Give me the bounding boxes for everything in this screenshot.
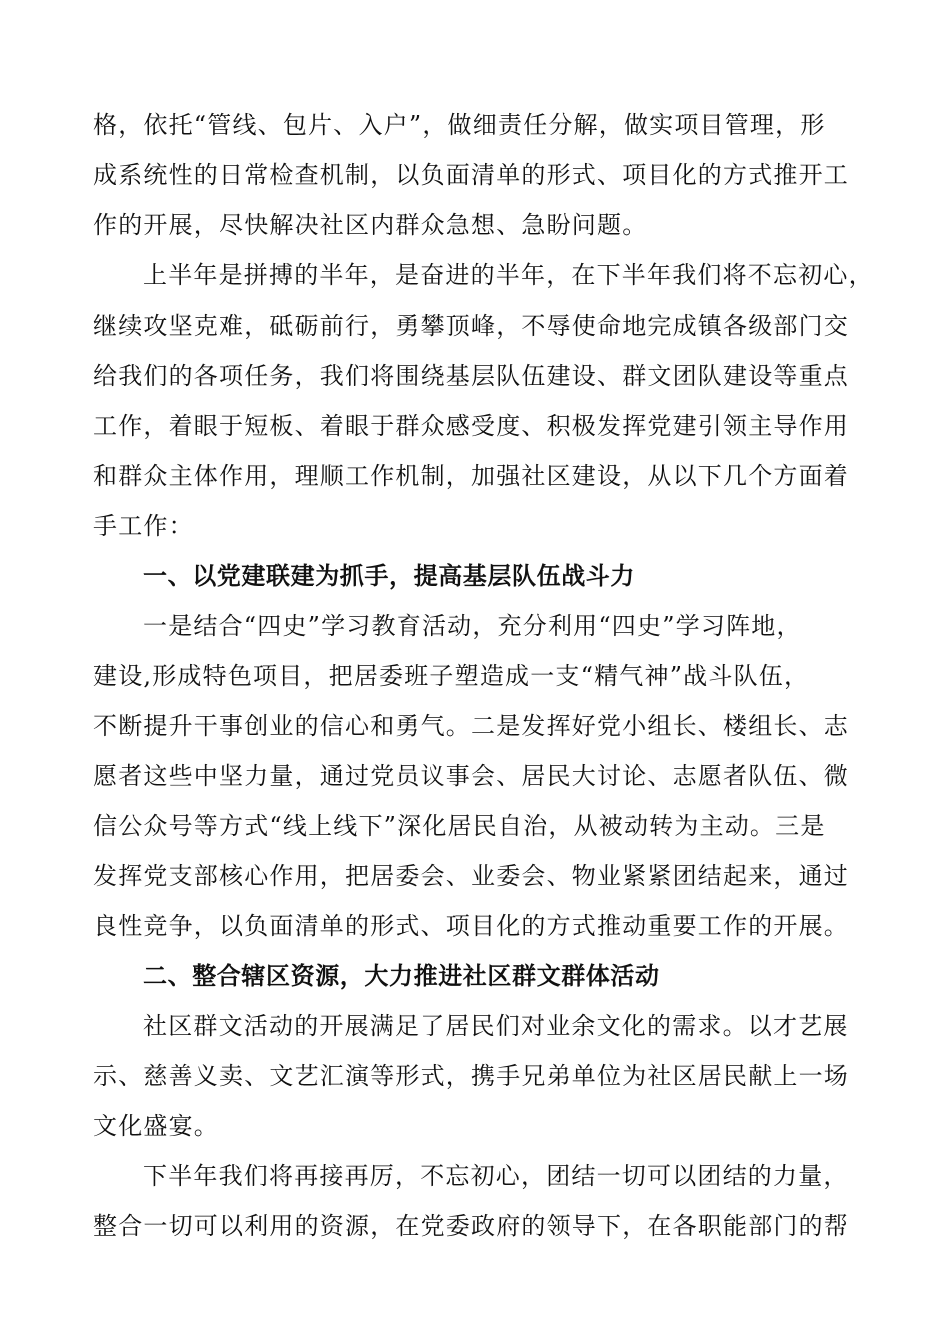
text-line: 发挥党支部核心作用，把居委会、业委会、物业紧紧团结起来，通过 xyxy=(93,862,849,890)
section-heading-2: 二、整合辖区资源，大力推进社区群文群体活动 xyxy=(143,962,660,990)
text-line: 下半年我们将再接再厉，不忘初心，团结一切可以团结的力量， xyxy=(143,1162,849,1190)
text-line: 信公众号等方式“线上线下”深化居民自治，从被动转为主动。三是 xyxy=(93,812,826,840)
text-line: 一是结合“四史”学习教育活动，充分利用“四史”学习阵地， xyxy=(143,612,802,640)
text-line: 社区群文活动的开展满足了居民们对业余文化的需求。以才艺展 xyxy=(143,1012,849,1040)
text-line: 和群众主体作用，理顺工作机制，加强社区建设，从以下几个方面着 xyxy=(93,462,849,490)
text-line: 工作，着眼于短板、着眼于群众感受度、积极发挥党建引领主导作用 xyxy=(93,412,849,440)
text-line: 不断提升干事创业的信心和勇气。二是发挥好党小组长、楼组长、志 xyxy=(93,712,849,740)
text-line: 愿者这些中坚力量，通过党员议事会、居民大讨论、志愿者队伍、微 xyxy=(93,762,849,790)
text-line: 良性竞争，以负面清单的形式、项目化的方式推动重要工作的开展。 xyxy=(93,912,849,940)
text-line: 文化盛宴。 xyxy=(93,1112,219,1140)
text-line: 给我们的各项任务，我们将围绕基层队伍建设、群文团队建设等重点 xyxy=(93,362,849,390)
text-line: 示、慈善义卖、文艺汇演等形式，携手兄弟单位为社区居民献上一场 xyxy=(93,1062,849,1090)
text-line: 格，依托“管线、包片、入户”，做细责任分解，做实项目管理，形 xyxy=(93,111,826,139)
text-line: 建设,形成特色项目，把居委班子塑造成一支“精气神”战斗队伍， xyxy=(93,662,810,690)
text-line: 继续攻坚克难，砥砺前行，勇攀顶峰，不辱使命地完成镇各级部门交 xyxy=(93,312,849,340)
text-line: 整合一切可以利用的资源，在党委政府的领导下，在各职能部门的帮 xyxy=(93,1212,849,1240)
section-heading-1: 一、以党建联建为抓手，提高基层队伍战斗力 xyxy=(143,562,635,590)
text-line: 手工作： xyxy=(93,512,194,540)
text-line: 成系统性的日常检查机制，以负面清单的形式、项目化的方式推开工 xyxy=(93,161,849,189)
text-line: 作的开展，尽快解决社区内群众急想、急盼问题。 xyxy=(93,211,648,239)
text-line: 上半年是拼搏的半年，是奋进的半年，在下半年我们将不忘初心， xyxy=(143,261,874,289)
